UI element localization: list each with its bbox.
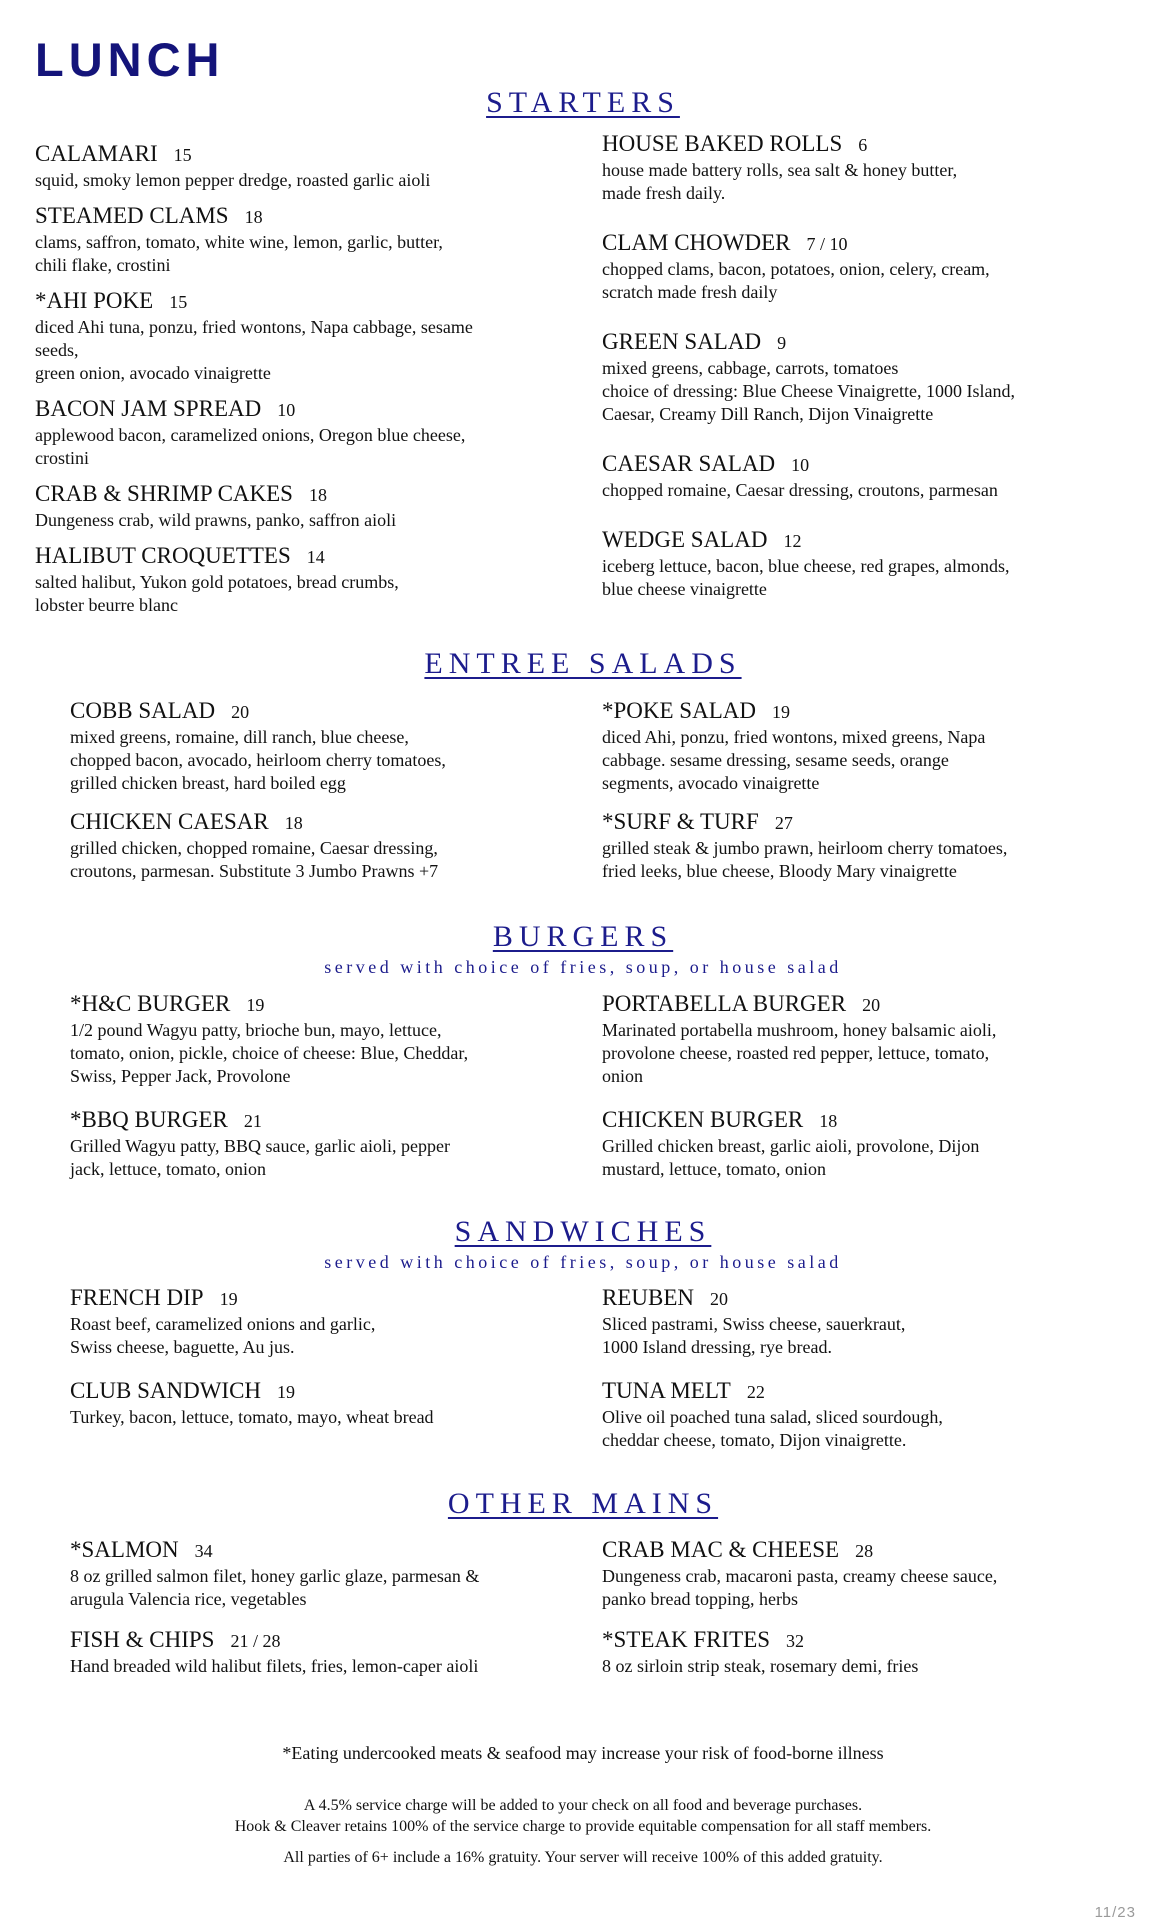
service-charge-notice <box>0 1795 1166 1837</box>
burgers-left-column <box>70 990 590 1181</box>
food-safety-warning: *Eating undercooked meats & seafood may increase your risk of food-borne illness <box>282 1743 884 1763</box>
menu-item-header <box>602 1626 1142 1655</box>
menu-item-description: Grilled chicken breast, garlic aioli, provolone, Dijon mustard, lettuce, tomato, onion <box>602 1136 980 1179</box>
menu-item <box>35 287 590 385</box>
menu-item-header <box>35 542 590 571</box>
menu-item-header <box>602 808 1142 837</box>
menu-item-price: 20 <box>862 995 881 1015</box>
menu-item-description: grilled steak & jumbo prawn, heirloom cherry tomatoes, fried leeks, blue cheese, Bloody Mary vinaigrette <box>602 838 1008 881</box>
menu-item-price: 6 <box>858 135 868 155</box>
menu-item-price: 27 <box>774 813 793 833</box>
menu-item-header <box>602 229 1142 258</box>
menu-item-name: CRAB & SHRIMP CAKES <box>35 481 293 506</box>
menu-item-price: 7 / 10 <box>806 234 848 254</box>
sandwiches-subheading: served with choice of fries, soup, or house salad <box>324 1252 842 1272</box>
menu-item-price: 20 <box>710 1289 728 1309</box>
section-heading-starters: STARTERS <box>486 86 680 119</box>
menu-item-name: *SALMON <box>70 1537 179 1562</box>
menu-item <box>602 1106 1142 1181</box>
menu-item <box>602 328 1142 426</box>
menu-item <box>602 990 1142 1088</box>
menu-item-name: WEDGE SALAD <box>602 527 768 552</box>
menu-item-description: Sliced pastrami, Swiss cheese, sauerkraut, 1000 Island dressing, rye bread. <box>602 1314 906 1357</box>
menu-item-price: 21 / 28 <box>230 1631 281 1651</box>
menu-item-price: 18 <box>308 485 327 505</box>
menu-item <box>70 1536 590 1611</box>
menu-item-description: clams, saffron, tomato, white wine, lemon, garlic, butter, chili flake, crostini <box>35 232 443 275</box>
menu-item-header <box>35 395 590 424</box>
menu-item-name: CRAB MAC & CHEESE <box>602 1537 840 1562</box>
menu-item <box>70 1106 590 1181</box>
starters-right-column <box>602 130 1142 601</box>
menu-item-description: applewood bacon, caramelized onions, Oregon blue cheese, crostini <box>35 425 466 468</box>
menu-item-description: iceberg lettuce, bacon, blue cheese, red grapes, almonds, blue cheese vinaigrette <box>602 556 1010 599</box>
menu-item-name: FRENCH DIP <box>70 1285 204 1310</box>
menu-item-name: CHICKEN BURGER <box>602 1107 804 1132</box>
menu-item <box>70 808 590 883</box>
menu-item-price: 14 <box>306 547 325 567</box>
menu-item-description: Marinated portabella mushroom, honey balsamic aioli, provolone cheese, roasted red pepper, lettuce, tomato, onion <box>602 1020 997 1086</box>
menu-item-name: *BBQ BURGER <box>70 1107 228 1132</box>
entree-salads-left-column <box>70 697 590 883</box>
menu-item-description: chopped romaine, Caesar dressing, croutons, parmesan <box>602 480 998 500</box>
menu-item-price: 20 <box>231 702 250 722</box>
menu-item-name: BACON JAM SPREAD <box>35 396 262 421</box>
menu-item-price: 28 <box>855 1541 874 1561</box>
menu-item-description: Dungeness crab, wild prawns, panko, saffron aioli <box>35 510 397 530</box>
menu-item <box>70 1377 590 1429</box>
menu-item-header <box>602 526 1142 555</box>
menu-item-description: 1/2 pound Wagyu patty, brioche bun, mayo, lettuce, tomato, onion, pickle, choice of cheese: Blue, Cheddar, Swiss, Pepper Jack, Provolone <box>70 1020 469 1086</box>
page-number: 11/23 <box>1094 1904 1136 1921</box>
menu-item-name: *STEAK FRITES <box>602 1627 771 1652</box>
menu-item <box>602 1626 1142 1678</box>
menu-item <box>602 1377 1142 1452</box>
menu-item-name: *AHI POKE <box>35 288 154 313</box>
menu-item-price: 32 <box>786 1631 805 1651</box>
menu-item-name: REUBEN <box>602 1285 694 1310</box>
menu-item-description: grilled chicken, chopped romaine, Caesar dressing, croutons, parmesan. Substitute 3 Jumbo Prawns +7 <box>70 838 439 881</box>
menu-item-description: 8 oz sirloin strip steak, rosemary demi, fries <box>602 1656 919 1676</box>
menu-item-name: TUNA MELT <box>602 1378 731 1403</box>
menu-item-name: CLUB SANDWICH <box>70 1378 262 1403</box>
menu-item-header <box>70 990 590 1019</box>
menu-item-name: *SURF & TURF <box>602 809 759 834</box>
menu-item-header <box>602 1377 1142 1406</box>
menu-item-description: house made battery rolls, sea salt & honey butter, made fresh daily. <box>602 160 958 203</box>
menu-item-price: 10 <box>277 400 296 420</box>
menu-item-header <box>602 990 1142 1019</box>
menu-item <box>602 808 1142 883</box>
menu-item-name: HALIBUT CROQUETTES <box>35 543 291 568</box>
menu-item-name: CHICKEN CAESAR <box>70 809 269 834</box>
menu-item-description: Dungeness crab, macaroni pasta, creamy cheese sauce, panko bread topping, herbs <box>602 1566 998 1609</box>
menu-item <box>35 202 590 277</box>
menu-item <box>70 1284 590 1359</box>
menu-item-price: 15 <box>169 292 188 312</box>
menu-item <box>35 480 590 532</box>
menu-item-header <box>35 202 590 231</box>
menu-item-description: Hand breaded wild halibut filets, fries, lemon-caper aioli <box>70 1656 479 1676</box>
menu-item <box>602 1284 1142 1359</box>
menu-item-name: FISH & CHIPS <box>70 1627 215 1652</box>
menu-item-header <box>602 450 1142 479</box>
menu-item-header <box>35 287 590 316</box>
menu-item-header <box>602 328 1142 357</box>
menu-item-header <box>602 1536 1142 1565</box>
menu-item-name: CLAM CHOWDER <box>602 230 791 255</box>
menu-item-description: Roast beef, caramelized onions and garlic, Swiss cheese, baguette, Au jus. <box>70 1314 376 1357</box>
menu-item-name: CALAMARI <box>35 141 158 166</box>
section-heading-burgers: BURGERS <box>492 920 674 953</box>
section-heading-sandwiches: SANDWICHES <box>454 1215 712 1248</box>
menu-item <box>70 990 590 1088</box>
sandwiches-left-column <box>70 1284 590 1429</box>
menu-item-header <box>602 130 1142 159</box>
menu-item <box>70 697 590 795</box>
menu-item-name: GREEN SALAD <box>602 329 762 354</box>
menu-item-header <box>35 480 590 509</box>
menu-item <box>602 1536 1142 1611</box>
menu-item-price: 19 <box>246 995 265 1015</box>
menu-item-price: 22 <box>746 1382 765 1402</box>
menu-item-header <box>70 1536 590 1565</box>
menu-item-description: chopped clams, bacon, potatoes, onion, celery, cream, scratch made fresh daily <box>602 259 990 302</box>
menu-item-description: squid, smoky lemon pepper dredge, roasted garlic aioli <box>35 170 431 190</box>
menu-item-price: 34 <box>194 1541 213 1561</box>
menu-item-price: 18 <box>284 813 303 833</box>
menu-item <box>70 1626 590 1678</box>
menu-item <box>602 526 1142 601</box>
menu-item-price: 10 <box>791 455 810 475</box>
menu-item <box>35 395 590 470</box>
menu-item <box>35 542 590 617</box>
menu-item-description: 8 oz grilled salmon filet, honey garlic glaze, parmesan & arugula Valencia rice, vegetables <box>70 1566 480 1609</box>
menu-item-price: 21 <box>243 1111 262 1131</box>
menu-item-description: Grilled Wagyu patty, BBQ sauce, garlic aioli, pepper jack, lettuce, tomato, onion <box>70 1136 450 1179</box>
menu-item-header <box>70 1377 590 1406</box>
menu-item-header <box>602 1106 1142 1135</box>
other-mains-left-column <box>70 1536 590 1678</box>
menu-item-name: STEAMED CLAMS <box>35 203 229 228</box>
menu-item <box>602 697 1142 795</box>
burgers-subheading: served with choice of fries, soup, or house salad <box>324 957 842 977</box>
entree-salads-right-column <box>602 697 1142 883</box>
other-mains-right-column <box>602 1536 1142 1678</box>
menu-item-price: 9 <box>777 333 787 353</box>
menu-item-name: PORTABELLA BURGER <box>602 991 847 1016</box>
menu-item-price: 18 <box>819 1111 838 1131</box>
menu-item-price: 19 <box>277 1382 296 1402</box>
menu-item-name: *H&C BURGER <box>70 991 231 1016</box>
menu-item-name: HOUSE BAKED ROLLS <box>602 131 843 156</box>
menu-item-price: 15 <box>173 145 192 165</box>
menu-item-header <box>602 697 1142 726</box>
menu-item-description: mixed greens, romaine, dill ranch, blue cheese, chopped bacon, avocado, heirloom cherry tomatoes, grilled chicken breast, hard boiled egg <box>70 727 446 793</box>
menu-item-header <box>70 1626 590 1655</box>
service-charge-detail: Hook & Cleaver retains 100% of the service charge to provide equitable compensation for all staff members. <box>234 1818 932 1835</box>
page-title: LUNCH <box>35 33 225 86</box>
menu-item <box>602 229 1142 304</box>
menu-item-description: Olive oil poached tuna salad, sliced sourdough, cheddar cheese, tomato, Dijon vinaigrette. <box>602 1407 943 1450</box>
section-heading-entree-salads: ENTREE SALADS <box>424 647 742 680</box>
menu-item-name: COBB SALAD <box>70 698 216 723</box>
menu-item-name: *POKE SALAD <box>602 698 756 723</box>
menu-item-description: diced Ahi, ponzu, fried wontons, mixed greens, Napa cabbage. sesame dressing, sesame seeds, orange segments, avocado vinaigrette <box>602 727 986 793</box>
gratuity-notice: All parties of 6+ include a 16% gratuity. Your server will receive 100% of this added gratuity. <box>283 1849 883 1866</box>
menu-item-price: 19 <box>771 702 790 722</box>
menu-item-price: 18 <box>244 207 263 227</box>
section-heading-other-mains: OTHER MAINS <box>447 1487 719 1520</box>
menu-item <box>35 140 590 192</box>
menu-item-description: diced Ahi tuna, ponzu, fried wontons, Napa cabbage, sesame seeds, green onion, avocado vinaigrette <box>35 317 473 383</box>
menu-item-header <box>70 1284 590 1313</box>
menu-item-description: salted halibut, Yukon gold potatoes, bread crumbs, lobster beurre blanc <box>35 572 399 615</box>
menu-item <box>602 450 1142 502</box>
service-charge-text: A 4.5% service charge will be added to your check on all food and beverage purchases. <box>303 1797 863 1814</box>
menu-item-price: 19 <box>219 1289 238 1309</box>
menu-item-header <box>70 1106 590 1135</box>
menu-item-header <box>70 697 590 726</box>
menu-item-price: 12 <box>783 531 802 551</box>
starters-left-column <box>35 130 590 617</box>
menu-item-name: CAESAR SALAD <box>602 451 776 476</box>
menu-item-header <box>35 140 590 169</box>
sandwiches-right-column <box>602 1284 1142 1452</box>
menu-item-header <box>70 808 590 837</box>
menu-item <box>602 130 1142 205</box>
burgers-right-column <box>602 990 1142 1181</box>
menu-item-header <box>602 1284 1142 1313</box>
menu-item-description: Turkey, bacon, lettuce, tomato, mayo, wheat bread <box>70 1407 434 1427</box>
menu-item-description: mixed greens, cabbage, carrots, tomatoes choice of dressing: Blue Cheese Vinaigrette, 1000 Island, Caesar, Creamy Dill Ranch, Dijon Vinaigrette <box>602 358 1015 424</box>
